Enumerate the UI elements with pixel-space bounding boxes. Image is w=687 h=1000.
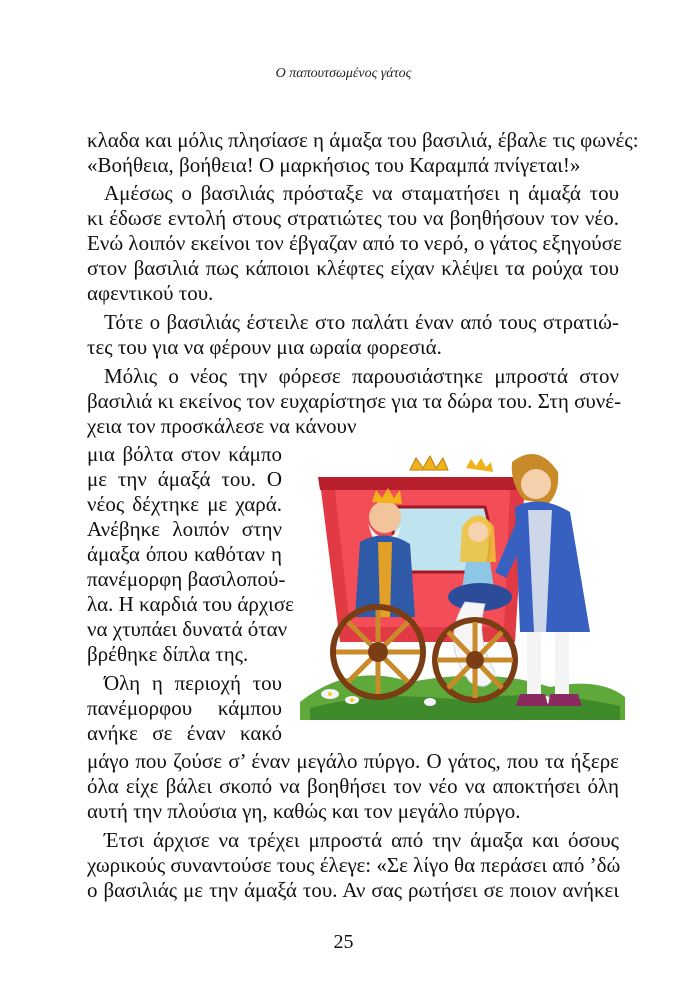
text-line: Μόλις ο νέος την φόρεσε παρουσιάστηκε μπροστά στον bbox=[104, 364, 619, 388]
text-line: όλα είχε βάλει σκοπό να βοηθήσει τον νέο να αποκτήσει όλη bbox=[87, 774, 619, 798]
text-line: να χτυπάει δυνατά όταν bbox=[87, 617, 288, 641]
text-line: Τότε ο βασιλιάς έστειλε στο παλάτι έναν από τους στρατιώ- bbox=[104, 310, 619, 334]
text-line: στον βασιλιά πως κάποιοι κλέφτες είχαν κλέψει τα ρούχα του bbox=[87, 256, 619, 280]
text-line: πανέμορφου κάμπου bbox=[87, 696, 282, 720]
text-line: Όλη η περιοχή του bbox=[104, 671, 282, 695]
text-line: άμαξα όπου καθόταν η bbox=[87, 542, 282, 566]
text-line: τες του για να φέρουν μια ωραία φορεσιά. bbox=[87, 335, 442, 359]
text-line: Ανέβηκε λοιπόν στην bbox=[87, 517, 282, 541]
text-line: χεια τον προσκάλεσε να κάνουν bbox=[87, 414, 357, 438]
text-line: χωρικούς συναντούσε τους έλεγε: «Σε λίγο θα περάσει από ’δώ bbox=[87, 853, 621, 877]
text-line: πανέμορφη βασιλοπού- bbox=[87, 567, 286, 591]
carriage-illustration-icon bbox=[290, 432, 630, 720]
text-line: αφεντικού του. bbox=[87, 281, 214, 305]
text-line: με την άμαξά του. Ο bbox=[87, 467, 282, 491]
text-line: «Βοήθεια, βοήθεια! Ο μαρκήσιος του Καραμπά πνίγεται!» bbox=[87, 153, 581, 177]
text-line: Αμέσως ο βασιλιάς πρόσταξε να σταματήσει η άμαξά του bbox=[104, 181, 619, 205]
text-line: ο βασιλιάς με την άμαξά του. Αν σας ρωτήσει σε ποιον ανήκει bbox=[87, 878, 619, 902]
text-line: Ενώ λοιπόν εκείνοι τον έβγαζαν από το νερό, ο γάτος εξηγούσε bbox=[87, 231, 622, 255]
text-line: κι έδωσε εντολή στους στρατιώτες του να βοηθήσουν τον νέο. bbox=[87, 206, 619, 230]
text-line: Έτσι άρχισε να τρέχει μπροστά από την άμαξα και όσους bbox=[104, 828, 619, 852]
text-line: αυτή την πλούσια γη, καθώς και τον μεγάλο πύργο. bbox=[87, 799, 521, 823]
text-line: κλαδα και μόλις πλησίασε η άμαξα του βασιλιά, έβαλε τις φωνές: bbox=[87, 128, 639, 152]
text-line: νέος δέχτηκε με χαρά. bbox=[87, 492, 282, 516]
text-line: βρέθηκε δίπλα της. bbox=[87, 642, 249, 666]
text-line: μια βόλτα στον κάμπο bbox=[87, 442, 282, 466]
text-line: ανήκε σε έναν κακό bbox=[87, 721, 282, 745]
text-line: βασιλιά κι εκείνος τον ευχαρίστησε για τα δώρα του. Στη συνέ- bbox=[87, 389, 622, 413]
page-number: 25 bbox=[333, 931, 354, 953]
text-line: λα. Η καρδιά του άρχισε bbox=[87, 592, 294, 616]
running-title: Ο παπουτσωμένος γάτος bbox=[275, 66, 412, 81]
text-line: μάγο που ζούσε σ’ έναν μεγάλο πύργο. Ο γάτος, που τα ήξερε bbox=[87, 749, 619, 773]
